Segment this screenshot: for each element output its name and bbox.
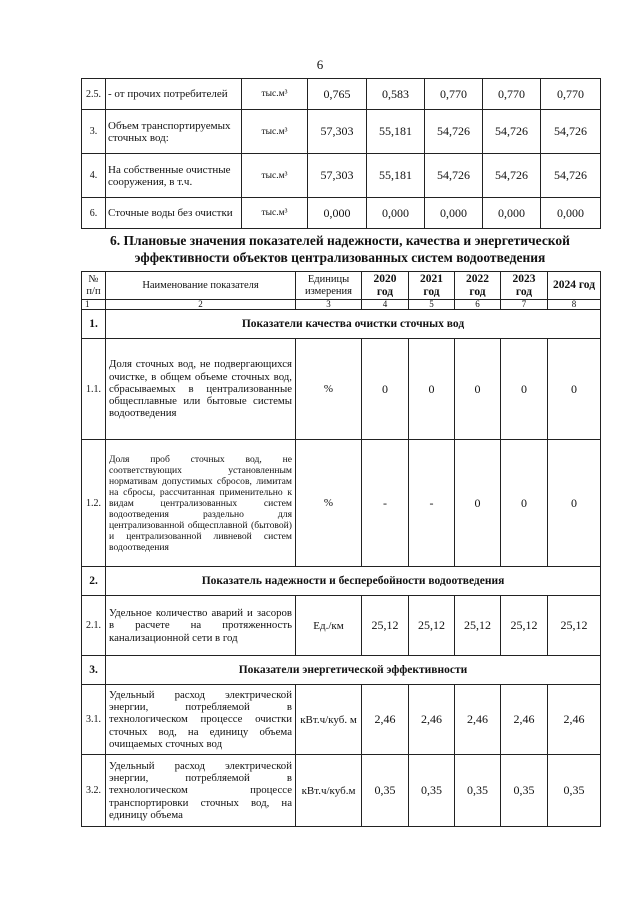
indicator-unit: Ед./км bbox=[296, 596, 362, 656]
row-value: 0,770 bbox=[425, 79, 483, 110]
row-value: 0,000 bbox=[308, 198, 367, 229]
indicator-unit: % bbox=[296, 339, 362, 440]
row-value: 54,726 bbox=[483, 110, 541, 154]
table-row bbox=[82, 685, 601, 755]
row-number: 2.1. bbox=[82, 596, 106, 656]
indicators-table bbox=[81, 271, 601, 827]
row-value: 0,000 bbox=[367, 198, 425, 229]
section-number: 3. bbox=[82, 656, 106, 685]
header-year: 2020 год bbox=[362, 272, 409, 300]
indicator-value: 25,12 bbox=[548, 596, 601, 656]
column-index: 4 bbox=[362, 300, 409, 310]
header-year: 2021 год bbox=[409, 272, 455, 300]
row-value: 0,770 bbox=[541, 79, 601, 110]
row-name: Сточные воды без очистки bbox=[106, 198, 242, 229]
indicator-name: Доля проб сточных вод, не соответствующих установленным нормативам допустимых сбросов, лимитам на сбросы, рассчитанная применительно к видам централизованных систем водоотведения раздельно для централизованной общесплавной (бытовой) и централизованной ливневой систем водоотведения bbox=[106, 440, 296, 567]
row-name: - от прочих потребителей bbox=[106, 79, 242, 110]
indicator-value: 0 bbox=[455, 339, 501, 440]
indicator-value: 0 bbox=[501, 339, 548, 440]
table-row bbox=[82, 596, 601, 656]
row-number: 1.1. bbox=[82, 339, 106, 440]
row-value: 57,303 bbox=[308, 154, 367, 198]
indicator-value: 0 bbox=[362, 339, 409, 440]
indicator-value: - bbox=[409, 440, 455, 567]
row-value: 0,583 bbox=[367, 79, 425, 110]
row-value: 54,726 bbox=[425, 110, 483, 154]
row-value: 55,181 bbox=[367, 154, 425, 198]
header-unit: Единицы измерения bbox=[296, 272, 362, 300]
section-row bbox=[82, 567, 601, 596]
indicator-unit: % bbox=[296, 440, 362, 567]
table-row bbox=[82, 154, 601, 198]
section-title: Показатели энергетической эффективности bbox=[106, 656, 601, 685]
page-number: 6 bbox=[316, 57, 324, 72]
row-value: 54,726 bbox=[541, 154, 601, 198]
indicator-value: 0,35 bbox=[455, 755, 501, 827]
indicator-value: 0 bbox=[409, 339, 455, 440]
table-header-row bbox=[82, 272, 601, 300]
row-value: 54,726 bbox=[541, 110, 601, 154]
row-value: 54,726 bbox=[483, 154, 541, 198]
row-number: 6. bbox=[82, 198, 106, 229]
row-value: 54,726 bbox=[425, 154, 483, 198]
indicator-name: Удельный расход электрической энергии, потребляемой в технологическом процессе очистки сточных вод, на единицу объема очищаемых сточных вод bbox=[106, 685, 296, 755]
indicator-unit: кВт.ч/куб. м bbox=[296, 685, 362, 755]
indicator-value: 0 bbox=[548, 339, 601, 440]
row-number: 3.1. bbox=[82, 685, 106, 755]
row-value: 55,181 bbox=[367, 110, 425, 154]
indicator-value: - bbox=[362, 440, 409, 567]
top-table bbox=[81, 78, 601, 229]
row-unit: тыс.м³ bbox=[242, 79, 308, 110]
header-year: 2022 год bbox=[455, 272, 501, 300]
indicator-name: Удельный расход электрической энергии, потребляемой в технологическом процессе транспортировки сточных вод, на единицу объема bbox=[106, 755, 296, 827]
row-value: 0,770 bbox=[483, 79, 541, 110]
table-row bbox=[82, 79, 601, 110]
row-number: 4. bbox=[82, 154, 106, 198]
indicator-value: 0,35 bbox=[501, 755, 548, 827]
row-number: 3.2. bbox=[82, 755, 106, 827]
indicator-value: 0,35 bbox=[409, 755, 455, 827]
indicator-value: 0,35 bbox=[362, 755, 409, 827]
indicator-value: 2,46 bbox=[548, 685, 601, 755]
indicator-value: 2,46 bbox=[501, 685, 548, 755]
indicator-value: 25,12 bbox=[501, 596, 548, 656]
indicator-unit: кВт.ч/куб.м bbox=[296, 755, 362, 827]
table-row bbox=[82, 339, 601, 440]
indicator-value: 0 bbox=[455, 440, 501, 567]
column-index: 8 bbox=[548, 300, 601, 310]
row-unit: тыс.м³ bbox=[242, 154, 308, 198]
row-unit: тыс.м³ bbox=[242, 198, 308, 229]
row-unit: тыс.м³ bbox=[242, 110, 308, 154]
row-value: 0,765 bbox=[308, 79, 367, 110]
column-index: 6 bbox=[455, 300, 501, 310]
column-index: 2 bbox=[106, 300, 296, 310]
section-number: 2. bbox=[82, 567, 106, 596]
column-index-row bbox=[82, 300, 601, 310]
row-number: 2.5. bbox=[82, 79, 106, 110]
table-row bbox=[82, 110, 601, 154]
column-index: 7 bbox=[501, 300, 548, 310]
section-row bbox=[82, 656, 601, 685]
indicator-name: Доля сточных вод, не подвергающихся очистке, в общем объеме сточных вод, сбрасываемых в централизованные общесплавные или бытовые системы водоотведения bbox=[106, 339, 296, 440]
row-name: Объем транспортируемых сточных вод: bbox=[106, 110, 242, 154]
indicator-value: 25,12 bbox=[455, 596, 501, 656]
header-year: 2024 год bbox=[548, 272, 601, 300]
section-row bbox=[82, 310, 601, 339]
indicator-value: 2,46 bbox=[409, 685, 455, 755]
column-index: 3 bbox=[296, 300, 362, 310]
row-value: 0,000 bbox=[483, 198, 541, 229]
table-row bbox=[82, 198, 601, 229]
indicator-value: 0 bbox=[501, 440, 548, 567]
row-number: 1.2. bbox=[82, 440, 106, 567]
row-number: 3. bbox=[82, 110, 106, 154]
indicator-value: 0 bbox=[548, 440, 601, 567]
header-year: 2023 год bbox=[501, 272, 548, 300]
table-row bbox=[82, 755, 601, 827]
indicator-value: 25,12 bbox=[362, 596, 409, 656]
section-title: Показатели качества очистки сточных вод bbox=[106, 310, 601, 339]
indicator-name: Удельное количество аварий и засоров в расчете на протяженность канализационной сети в год bbox=[106, 596, 296, 656]
column-index: 1 bbox=[82, 300, 106, 310]
indicator-value: 0,35 bbox=[548, 755, 601, 827]
indicator-value: 2,46 bbox=[455, 685, 501, 755]
row-value: 57,303 bbox=[308, 110, 367, 154]
section-number: 1. bbox=[82, 310, 106, 339]
row-value: 0,000 bbox=[425, 198, 483, 229]
indicator-value: 25,12 bbox=[409, 596, 455, 656]
section-heading: 6. Плановые значения показателей надежности, качества и энергетической эффективности объектов централизованных систем водоотведения bbox=[110, 233, 570, 265]
header-num: № п/п bbox=[82, 272, 106, 300]
header-name: Наименование показателя bbox=[106, 272, 296, 300]
row-name: На собственные очистные сооружения, в т.ч. bbox=[106, 154, 242, 198]
column-index: 5 bbox=[409, 300, 455, 310]
table-row bbox=[82, 440, 601, 567]
indicator-value: 2,46 bbox=[362, 685, 409, 755]
section-title: Показатель надежности и бесперебойности водоотведения bbox=[106, 567, 601, 596]
row-value: 0,000 bbox=[541, 198, 601, 229]
